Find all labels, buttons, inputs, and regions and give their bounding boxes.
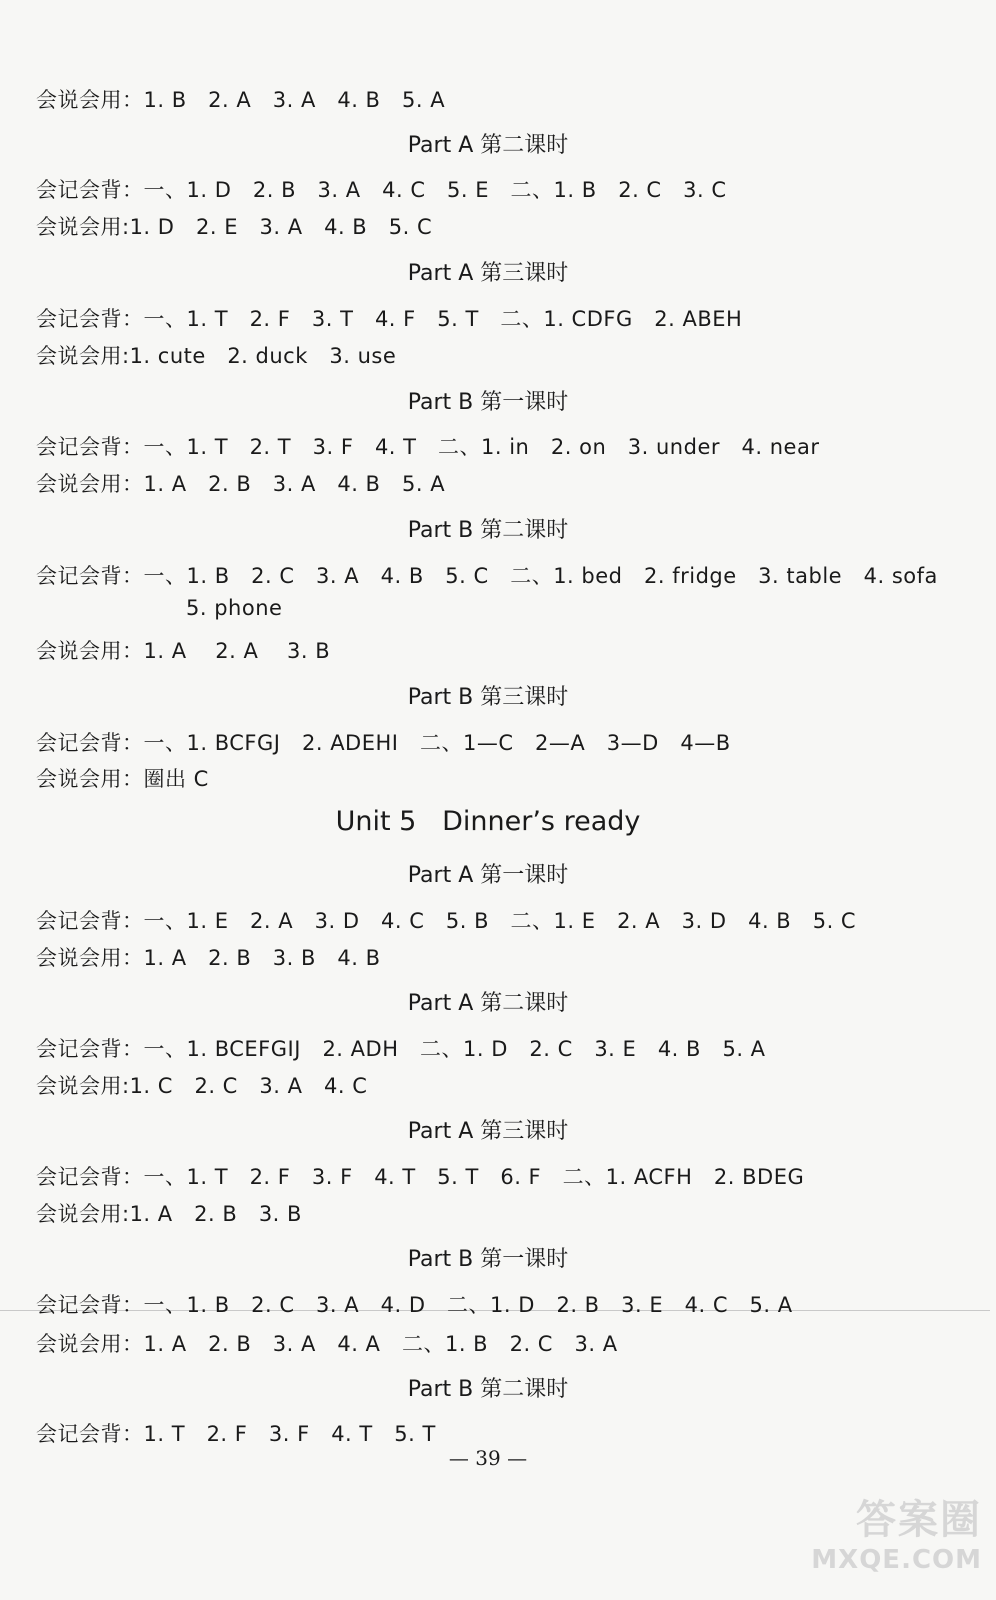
section-heading: Part A 第三课时 (407, 261, 569, 286)
answer-line: 会记会背：1. T 2. F 3. F 4. T 5. T (36, 1422, 436, 1446)
unit-title: Unit 5 Dinner’s ready (335, 806, 641, 837)
section-heading: Part B 第三课时 (407, 685, 569, 710)
watermark-logo (811, 1488, 982, 1575)
answer-line: 会说会用:1. C 2. C 3. A 4. C (36, 1074, 368, 1098)
answer-line: 会说会用:1. A 2. B 3. B (36, 1202, 302, 1226)
answer-line-continuation: 5. phone (186, 596, 283, 620)
answer-line: 会说会用:1. D 2. E 3. A 4. B 5. C (36, 215, 433, 239)
watermark-site: MXQE.COM (811, 1545, 982, 1575)
answer-line: 会记会背：一、1. BCFGJ 2. ADEHI 二、1—C 2—A 3—D 4—B (36, 731, 731, 755)
answer-line: 会记会背：一、1. BCEFGIJ 2. ADH 二、1. D 2. C 3. E 4. B 5. A (36, 1037, 766, 1061)
answer-line: 会记会背：一、1. B 2. C 3. A 4. B 5. C 二、1. bed 2. fridge 3. table 4. sofa (36, 564, 938, 588)
answer-line: 会说会用：圈出 C (36, 767, 209, 791)
section-heading: Part B 第二课时 (407, 518, 569, 543)
answer-line: 会记会背：一、1. D 2. B 3. A 4. C 5. E 二、1. B 2. C 3. C (36, 178, 727, 202)
answer-line: 会记会背：一、1. B 2. C 3. A 4. D 二、1. D 2. B 3. E 4. C 5. A (36, 1293, 793, 1317)
section-heading: Part B 第二课时 (407, 1377, 569, 1402)
page-number: — 39 — (448, 1446, 528, 1470)
section-heading: Part A 第二课时 (407, 133, 569, 158)
answer-line: 会记会背：一、1. E 2. A 3. D 4. C 5. B 二、1. E 2. A 3. D 4. B 5. C (36, 909, 857, 933)
answer-line: 会说会用:1. cute 2. duck 3. use (36, 344, 397, 368)
answer-line: 会记会背：一、1. T 2. T 3. F 4. T 二、1. in 2. on 3. under 4. near (36, 435, 820, 459)
answer-line: 会说会用：1. A 2. A 3. B (36, 639, 331, 663)
watermark-text: 答案圈 (856, 1497, 982, 1543)
section-heading: Part B 第一课时 (407, 1247, 569, 1272)
section-heading: Part A 第三课时 (407, 1119, 569, 1144)
section-heading: Part A 第二课时 (407, 991, 569, 1016)
answer-line: 会说会用：1. B 2. A 3. A 4. B 5. A (36, 88, 446, 112)
answer-line: 会说会用：1. A 2. B 3. A 4. B 5. A (36, 472, 446, 496)
section-heading: Part A 第一课时 (407, 863, 569, 888)
section-heading: Part B 第一课时 (407, 390, 569, 415)
answer-line: 会说会用：1. A 2. B 3. A 4. A 二、1. B 2. C 3. A (36, 1332, 618, 1356)
answer-line: 会记会背：一、1. T 2. F 3. F 4. T 5. T 6. F 二、1. ACFH 2. BDEG (36, 1165, 805, 1189)
answer-line: 会记会背：一、1. T 2. F 3. T 4. F 5. T 二、1. CDFG 2. ABEH (36, 307, 743, 331)
answer-line: 会说会用：1. A 2. B 3. B 4. B (36, 946, 381, 970)
